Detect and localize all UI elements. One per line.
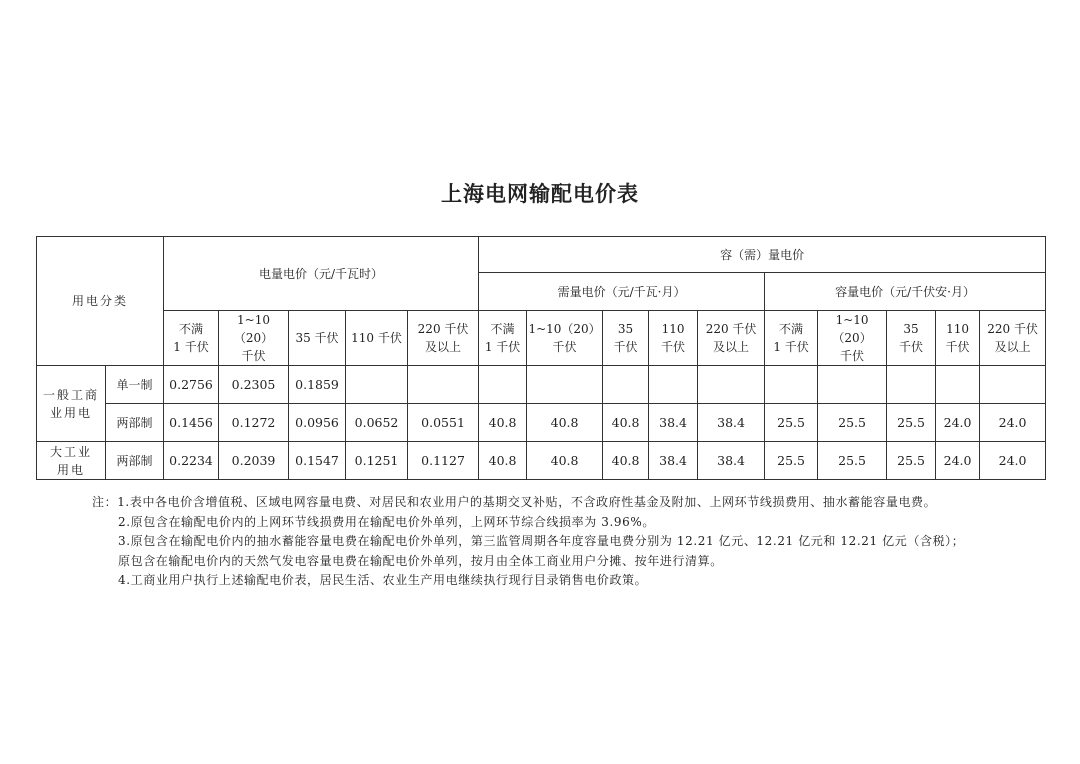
- energy-price-header: 电量电价（元/千瓦时）: [164, 237, 479, 311]
- demand-value-cell: 40.8: [603, 404, 649, 442]
- energy-voltage-header: 220 千伏 及以上: [408, 311, 479, 366]
- energy-value-cell: 0.1272: [219, 404, 289, 442]
- capacity-value-cell: [936, 366, 980, 404]
- energy-value-cell: [346, 366, 408, 404]
- category-header: 用电分类: [37, 237, 164, 366]
- energy-value-cell: 0.1456: [164, 404, 219, 442]
- page-title: 上海电网输配电价表: [441, 181, 639, 206]
- demand-value-cell: 40.8: [527, 404, 603, 442]
- demand-value-cell: [698, 366, 765, 404]
- energy-value-cell: [408, 366, 479, 404]
- note-line: 2.原包含在输配电价内的上网环节线损费用在输配电价外单列，上网环节综合线损率为 3.96%。: [118, 514, 655, 529]
- energy-voltage-header: 110 千伏: [346, 311, 408, 366]
- demand-voltage-header: 不满 1 千伏: [479, 311, 527, 366]
- demand-value-cell: 38.4: [698, 404, 765, 442]
- table-row: [37, 366, 1046, 404]
- capacity-value-cell: 24.0: [936, 404, 980, 442]
- category-group-cell: 大工业 用电: [37, 442, 106, 480]
- energy-value-cell: 0.2305: [219, 366, 289, 404]
- demand-voltage-header: 1~10（20） 千伏: [527, 311, 603, 366]
- energy-value-cell: 0.2234: [164, 442, 219, 480]
- demand-value-cell: 40.8: [479, 404, 527, 442]
- demand-value-cell: [527, 366, 603, 404]
- note-line: 原包含在输配电价内的天然气发电容量电费在输配电价外单列，按月由全体工商业用户分摊、按年进行清算。: [118, 553, 723, 568]
- note-line: 3.原包含在输配电价内的抽水蓄能容量电费在输配电价外单列，第三监管周期各年度容量电费分别为 12.21 亿元、12.21 亿元和 12.21 亿元（含税）；: [118, 534, 965, 548]
- tariff-table: [36, 236, 1046, 480]
- energy-voltage-header: 不满 1 千伏: [164, 311, 219, 366]
- capacity-value-cell: [887, 366, 936, 404]
- energy-value-cell: 0.1547: [289, 442, 346, 480]
- table-row: [37, 404, 1046, 442]
- energy-value-cell: 0.2039: [219, 442, 289, 480]
- note-line: 注：1.表中各电价含增值税、区域电网容量电费、对居民和农业用户的基期交叉补贴，不含政府性基金及附加、上网环节线损费用、抽水蓄能容量电费。: [92, 495, 937, 509]
- capacity-value-cell: [980, 366, 1046, 404]
- demand-voltage-header: 220 千伏 及以上: [698, 311, 765, 366]
- energy-value-cell: 0.1251: [346, 442, 408, 480]
- demand-voltage-header: 110 千伏: [649, 311, 698, 366]
- demand-value-cell: 38.4: [698, 442, 765, 480]
- demand-value-cell: 40.8: [603, 442, 649, 480]
- tariff-type-cell: 两部制: [106, 404, 164, 442]
- capacity-value-cell: 25.5: [818, 442, 887, 480]
- capacity-value-cell: 24.0: [980, 442, 1046, 480]
- capacity-voltage-header: 110 千伏: [936, 311, 980, 366]
- energy-voltage-header: 1~10（20） 千伏: [219, 311, 289, 366]
- capacity-value-cell: 24.0: [980, 404, 1046, 442]
- tariff-type-cell: 单一制: [106, 366, 164, 404]
- capacity-value-cell: [765, 366, 818, 404]
- capacity-value-cell: 25.5: [765, 404, 818, 442]
- tariff-type-cell: 两部制: [106, 442, 164, 480]
- energy-value-cell: 0.0956: [289, 404, 346, 442]
- demand-voltage-header: 35 千伏: [603, 311, 649, 366]
- demand-value-cell: 40.8: [527, 442, 603, 480]
- energy-value-cell: 0.1127: [408, 442, 479, 480]
- capacity-price-header: 容量电价（元/千伏安·月）: [765, 273, 1046, 311]
- demand-value-cell: [603, 366, 649, 404]
- energy-value-cell: 0.2756: [164, 366, 219, 404]
- energy-value-cell: 0.0551: [408, 404, 479, 442]
- capacity-voltage-header: 35 千伏: [887, 311, 936, 366]
- demand-value-cell: 38.4: [649, 442, 698, 480]
- demand-value-cell: 38.4: [649, 404, 698, 442]
- capacity-value-cell: 25.5: [818, 404, 887, 442]
- capacity-value-cell: [818, 366, 887, 404]
- demand-value-cell: [649, 366, 698, 404]
- energy-value-cell: 0.0652: [346, 404, 408, 442]
- capacity-value-cell: 24.0: [936, 442, 980, 480]
- demand-value-cell: [479, 366, 527, 404]
- energy-value-cell: 0.1859: [289, 366, 346, 404]
- capacity-voltage-header: 1~10（20） 千伏: [818, 311, 887, 366]
- table-row: [37, 442, 1046, 480]
- note-line: 4.工商业用户执行上述输配电价表，居民生活、农业生产用电继续执行现行目录销售电价政策。: [118, 573, 648, 587]
- energy-voltage-header: 35 千伏: [289, 311, 346, 366]
- notes: [92, 493, 1052, 591]
- demand-price-header: 需量电价（元/千瓦·月）: [479, 273, 765, 311]
- capacity-voltage-header: 不满 1 千伏: [765, 311, 818, 366]
- category-group-cell: 一般工商 业用电: [37, 366, 106, 442]
- capacity-value-cell: 25.5: [765, 442, 818, 480]
- capacity-group-header: 容（需）量电价: [479, 237, 1046, 273]
- capacity-value-cell: 25.5: [887, 442, 936, 480]
- capacity-voltage-header: 220 千伏 及以上: [980, 311, 1046, 366]
- capacity-value-cell: 25.5: [887, 404, 936, 442]
- demand-value-cell: 40.8: [479, 442, 527, 480]
